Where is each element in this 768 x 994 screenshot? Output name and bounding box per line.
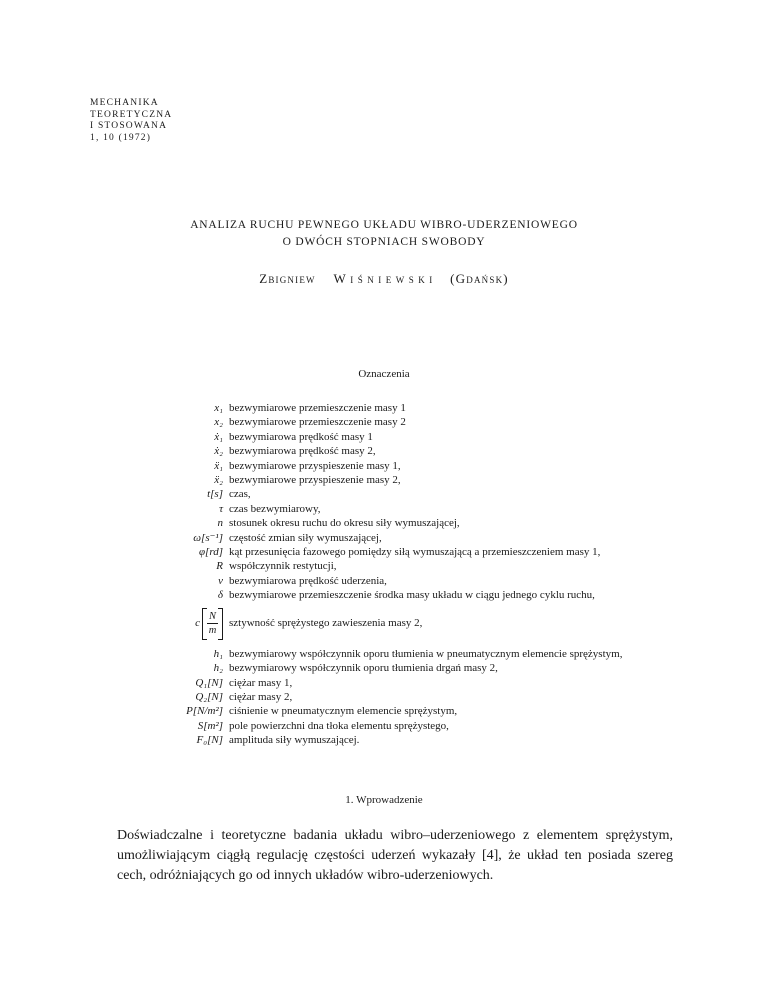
notation-item (140, 430, 700, 444)
notation-description: stosunek okresu ruchu do okresu siły wymuszającej, (229, 517, 460, 530)
notation-symbol: Q₁[N] (195, 676, 223, 689)
notation-description: bezwymiarowa prędkość uderzenia, (229, 574, 387, 587)
notation-symbol: n (217, 517, 223, 530)
notation-description: bezwymiarowa prędkość masy 1 (229, 430, 373, 443)
notation-symbol: S[m²] (197, 719, 223, 732)
author-last-name: Wiśniewski (333, 271, 437, 286)
notation-item (140, 559, 700, 573)
author-line (0, 271, 768, 287)
journal-header (90, 98, 172, 144)
notation-item (140, 516, 700, 530)
notation-description: ciśnienie w pneumatycznym elemencie sprężystym, (229, 705, 458, 718)
notation-description: bezwymiarowe przyspieszenie masy 2, (229, 474, 401, 487)
notation-symbol: h₁ (213, 647, 223, 660)
notation-symbol: φ[rd] (198, 546, 223, 559)
unit-fraction (207, 610, 218, 637)
notation-item (140, 487, 700, 501)
author-first-name: Zbigniew (259, 271, 316, 286)
notation-item (140, 719, 700, 733)
notation-description: czas, (229, 488, 251, 501)
notation-item (140, 444, 700, 458)
notation-symbol: x₂ (214, 416, 223, 429)
journal-volume: 1, 10 (1972) (90, 132, 152, 143)
title-line: O DWÓCH STOPNIACH SWOBODY (282, 236, 486, 248)
notation-item (140, 704, 700, 718)
notation-symbol: h₂ (213, 662, 223, 675)
notation-symbol: τ (219, 502, 223, 515)
notation-description: pole powierzchni dna tłoka elementu sprężystego, (229, 719, 449, 732)
notation-description: ciężar masy 1, (229, 676, 293, 689)
notation-symbol: ẋ₂ (214, 445, 223, 458)
notation-item (140, 531, 700, 545)
notation-symbol: v (218, 574, 223, 587)
notation-item (140, 647, 700, 661)
notation-description: bezwymiarowe przemieszczenie masy 2 (229, 416, 406, 429)
notation-heading: Oznaczenia (358, 368, 410, 380)
notation-symbol: Q₂[N] (195, 690, 223, 703)
notation-item (140, 574, 700, 588)
notation-symbol: P[N/m²] (186, 705, 223, 718)
notation-item (140, 661, 700, 675)
title-line: ANALIZA RUCHU PEWNEGO UKŁADU WIBRO-UDERZENIOWEGO (190, 219, 578, 231)
notation-description: bezwymiarowe przemieszczenie środka masy układu w ciągu jednego cyklu ruchu, (229, 589, 595, 602)
notation-symbol (140, 608, 229, 640)
notation-description: ciężar masy 2, (229, 690, 293, 703)
notation-description: bezwymiarowy współczynnik oporu tłumienia drgań masy 2, (229, 662, 498, 675)
notation-item (140, 459, 700, 473)
notation-symbol: δ (217, 589, 223, 602)
intro-paragraph: Doświadczalne i teoretyczne badania układu wibro–uderzeniowego z elementem sprężystym, umożliwiającym ciągłą regulację częstości uderzeń wykazały [4], że układ ten posiada szereg cech, odróżniających go od innych układów wibro-uderzeniowych. (117, 828, 673, 883)
notation-symbol: ω[s⁻¹] (193, 531, 223, 544)
notation-item (140, 502, 700, 516)
journal-line: I STOSOWANA (90, 121, 168, 131)
notation-description: częstość zmian siły wymuszającej, (229, 531, 382, 544)
notation-description: współczynnik restytucji, (229, 560, 337, 573)
notation-description: kąt przesunięcia fazowego pomiędzy siłą wymuszającą a przemieszczeniem masy 1, (229, 546, 601, 559)
notation-symbol: R (216, 560, 223, 573)
notation-item (140, 401, 700, 415)
unit-denominator: m (208, 625, 217, 637)
notation-description: bezwymiarowe przemieszczenie masy 1 (229, 402, 406, 414)
notation-item (140, 415, 700, 429)
notation-symbol: x₁ (214, 402, 223, 414)
bracket-right (218, 608, 223, 640)
notation-description: bezwymiarowa prędkość masy 2, (229, 445, 376, 458)
journal-line: TEORETYCZNA (90, 109, 173, 120)
article-title (0, 217, 768, 251)
author-city: (Gdańsk) (450, 271, 509, 286)
notation-description: amplituda siły wymuszającej. (229, 734, 360, 747)
notation-symbol: t[s] (207, 488, 223, 501)
notation-item (140, 690, 700, 704)
notation-list (140, 401, 700, 748)
notation-description: czas bezwymiarowy, (229, 502, 321, 515)
unit-numerator: N (208, 611, 216, 623)
section-heading: 1. Wprowadzenie (345, 794, 423, 806)
notation-symbol: ẋ₁ (214, 430, 223, 443)
notation-symbol: ẍ₂ (214, 474, 223, 487)
notation-symbol: F₀[N] (196, 734, 223, 747)
notation-description: sztywność sprężystego zawieszenia masy 2, (229, 617, 423, 630)
notation-item (140, 473, 700, 487)
notation-description: bezwymiarowy współczynnik oporu tłumienia w pneumatycznym elemencie sprężystym, (229, 647, 623, 660)
journal-line: MECHANIKA (90, 98, 159, 108)
notation-description: bezwymiarowe przyspieszenie masy 1, (229, 459, 401, 472)
notation-item-stiffness (140, 605, 700, 643)
notation-item (140, 676, 700, 690)
stiffness-symbol: c (195, 617, 200, 630)
notation-symbol: ẍ₁ (214, 459, 223, 472)
notation-item (140, 588, 700, 602)
notation-item (140, 545, 700, 559)
notation-item (140, 733, 700, 747)
